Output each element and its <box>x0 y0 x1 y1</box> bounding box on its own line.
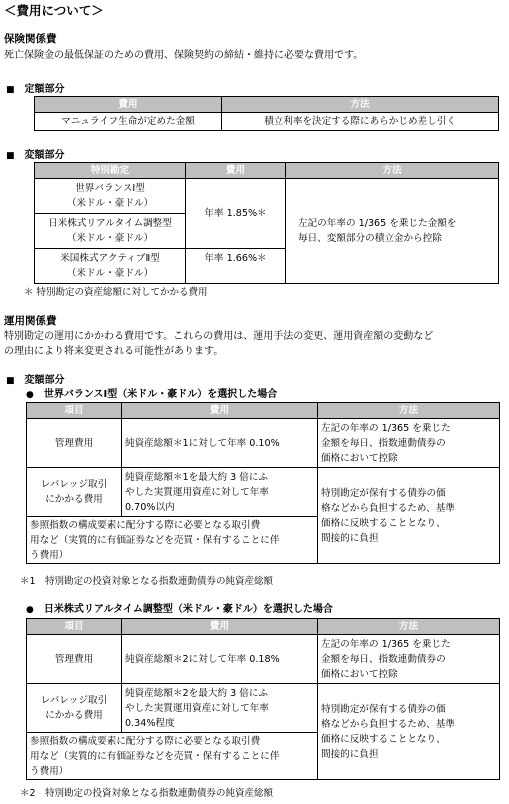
account-jp-us-realtime: 日米株式リアルタイム調整型 （米ドル・豪ドル） <box>35 214 186 249</box>
section2-header-item: 項目 <box>27 619 122 635</box>
section2-leverage-fee: 純資産総額＊2を最大約 3 倍にふ やした実質運用資産に対して年率 0.34%程度 <box>122 684 318 733</box>
section1-header-fee: 費用 <box>122 403 318 419</box>
insurance-heading: 保険関係費 <box>4 33 57 45</box>
section1-mgmt-method: 左記の年率の 1/365 を乗じた 金額を毎日、指数連動債券の 価格において控除 <box>318 419 500 468</box>
variable-method: 左記の年率の 1/365 を乗じた金額を 毎日、変額部分の積立金から控除 <box>286 179 499 284</box>
fixed-table <box>34 96 499 131</box>
variable-header-account: 特別勘定 <box>35 163 186 179</box>
section2-mgmt-method: 左記の年率の 1/365 を乗じた 金額を毎日、指数連動債券の 価格において控除 <box>318 635 500 684</box>
account-us-active: 米国株式アクティブⅡ型 （米ドル・豪ドル） <box>35 249 186 284</box>
section2-reference-cost: 参照指数の構成要素に配分する際に必要となる取引費 用など（実質的に有価証券などを売買・保有することに伴 う費用） <box>27 733 318 780</box>
operation-variable-heading: ■ 変額部分 <box>6 374 65 388</box>
variable-table <box>34 162 499 284</box>
variable-header-fee: 費用 <box>186 163 286 179</box>
section2-header-fee: 費用 <box>122 619 318 635</box>
section1-table <box>26 402 500 564</box>
fixed-fee: マニュライフ生命が定めた金額 <box>35 113 222 131</box>
variable-note: ＊ 特別勘定の資産総額に対してかかる費用 <box>24 287 208 298</box>
variable-header-method: 方法 <box>286 163 499 179</box>
insurance-description: 死亡保険金の最低保証のための費用、保険契約の締結・維持に必要な費用です。 <box>4 50 364 61</box>
section2-leverage-method: 特別勘定が保有する債券の価 格などから負担するため、基準 価格に反映することとなり、 間接的に負担 <box>318 684 500 780</box>
section1-header-method: 方法 <box>318 403 500 419</box>
section1-reference-cost: 参照指数の構成要素に配分する際に必要となる取引費 用など（実質的に有価証券などを売買・保有することに伴 う費用） <box>27 517 318 564</box>
section1-leverage-method: 特別勘定が保有する債券の価 格などから負担するため、基準 価格に反映することとなり、 間接的に負担 <box>318 468 500 564</box>
operation-heading: 運用関係費 <box>4 315 57 327</box>
fixed-heading: ■ 定額部分 <box>6 83 65 97</box>
section2-leverage-label: レバレッジ取引 にかかる費用 <box>27 684 122 733</box>
section1-mgmt-fee: 純資産総額＊1に対して年率 0.10% <box>122 419 318 468</box>
section1-heading: ● 世界バランスⅠ型（米ドル・豪ドル）を選択した場合 <box>26 388 277 402</box>
page-title: ＜費用について＞ <box>4 3 104 18</box>
section2-header-method: 方法 <box>318 619 500 635</box>
section1-note: ＊1 特別勘定の投資対象となる指数連動債券の純資産総額 <box>20 576 274 587</box>
section2-mgmt-label: 管理費用 <box>27 635 122 684</box>
section2-heading: ● 日米株式リアルタイム調整型（米ドル・豪ドル）を選択した場合 <box>26 603 333 617</box>
fixed-header-fee: 費用 <box>35 97 222 113</box>
account-world-balance: 世界バランスⅠ型 （米ドル・豪ドル） <box>35 179 186 214</box>
section2-note: ＊2 特別勘定の投資対象となる指数連動債券の純資産総額 <box>20 788 274 799</box>
section1-mgmt-label: 管理費用 <box>27 419 122 468</box>
fee-2: 年率 1.66%＊ <box>186 249 286 284</box>
section2-table <box>26 618 500 780</box>
section1-leverage-label: レバレッジ取引 にかかる費用 <box>27 468 122 517</box>
operation-description: 特別勘定の運用にかかわる費用です。これらの費用は、運用手法の変更、運用資産額の変動など の理由により将来変更される可能性があります。 <box>4 331 434 357</box>
fixed-header-method: 方法 <box>222 97 499 113</box>
variable-heading: ■ 変額部分 <box>6 149 65 163</box>
section2-mgmt-fee: 純資産総額＊2に対して年率 0.18% <box>122 635 318 684</box>
fee-1: 年率 1.85%＊ <box>186 179 286 249</box>
fixed-method: 積立利率を決定する際にあらかじめ差し引く <box>222 113 499 131</box>
section1-header-item: 項目 <box>27 403 122 419</box>
section1-leverage-fee: 純資産総額＊1を最大約 3 倍にふ やした実質運用資産に対して年率 0.70%以内 <box>122 468 318 517</box>
